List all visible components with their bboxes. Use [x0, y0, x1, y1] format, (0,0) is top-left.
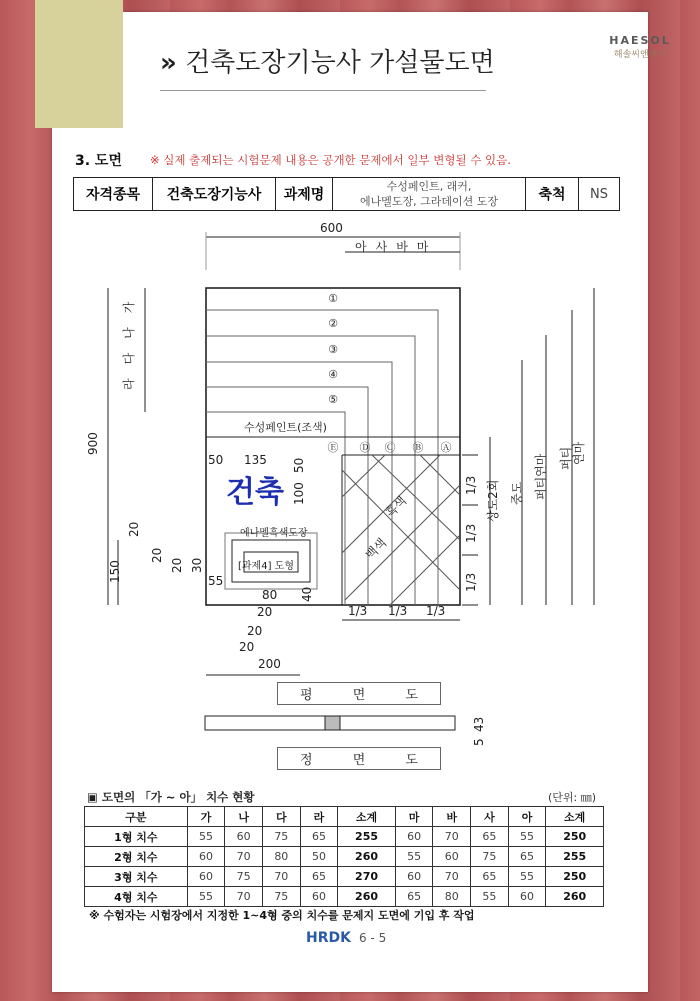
cell: 250	[546, 827, 604, 847]
th-ba: 바	[433, 807, 471, 827]
cell: 65	[508, 847, 546, 867]
cell: 60	[508, 887, 546, 907]
scale-label: 축척	[526, 178, 579, 211]
dim-150: 150	[108, 560, 122, 583]
cell: 260	[546, 887, 604, 907]
logo-main: HAESOL	[609, 34, 671, 47]
dim-third-6: 1/3	[464, 572, 478, 592]
th-subtotal2: 소계	[546, 807, 604, 827]
label-putty-sand: 퍼티연마	[534, 453, 548, 500]
cell: 1형 치수	[85, 827, 188, 847]
label-building: 건축	[226, 475, 284, 510]
logo-sub: 해솔씨앤아이	[613, 50, 667, 60]
dim-a: 아	[355, 240, 376, 254]
cell: 55	[187, 827, 225, 847]
cell: 55	[508, 827, 546, 847]
cell: 75	[225, 867, 263, 887]
svg-text:①: ①	[328, 292, 338, 305]
table-row	[85, 827, 604, 847]
section-notice: ※ 실제 출제되는 시험문제 내용은 공개한 문제에서 일부 변형될 수 있음.	[150, 153, 511, 167]
table-row	[85, 847, 604, 867]
label-black: 흑색	[382, 493, 410, 521]
th-sa: 사	[471, 807, 509, 827]
scale-value: NS	[579, 178, 620, 211]
cell: 75	[263, 827, 301, 847]
dim-20a: 20	[127, 521, 141, 537]
dim-ga: 가	[122, 287, 136, 314]
page-footer	[306, 930, 386, 946]
cell: 60	[225, 827, 263, 847]
svg-text:③: ③	[328, 343, 338, 356]
cell: 60	[395, 827, 433, 847]
label-top2: 상도2회	[486, 479, 500, 522]
plan-caption: 평 면 도	[277, 682, 441, 705]
brand-mark: HRDK	[306, 930, 351, 946]
svg-text:Ⓐ: Ⓐ	[440, 441, 452, 454]
th-group: 구분	[85, 807, 188, 827]
cell: 250	[546, 867, 604, 887]
cell: 260	[338, 887, 396, 907]
dim-135: 135	[244, 453, 267, 467]
dim-letters-left	[120, 288, 137, 390]
cell: 260	[338, 847, 396, 867]
cell: 55	[187, 887, 225, 907]
table-header-row	[85, 807, 604, 827]
dim-ma: 마	[416, 240, 438, 254]
cell: 70	[433, 827, 471, 847]
cell: 70	[433, 867, 471, 887]
cell: 60	[300, 887, 338, 907]
dim-55: 55	[208, 574, 224, 588]
th-da: 다	[263, 807, 301, 827]
front-dim-5: 5	[472, 738, 486, 746]
svg-text:④: ④	[328, 368, 338, 381]
th-subtotal1: 소계	[338, 807, 396, 827]
cell: 65	[471, 867, 509, 887]
svg-text:⑤: ⑤	[328, 393, 338, 406]
label-task4: [과제4] 도형	[238, 561, 294, 572]
front-dim-43: 43	[472, 716, 486, 732]
cell: 4형 치수	[85, 887, 188, 907]
svg-text:Ⓑ: Ⓑ	[412, 441, 424, 454]
table-row	[85, 887, 604, 907]
page-title: » 건축도장기능사 가설물도면	[160, 48, 495, 78]
task-line1: 수성페인트, 래커,	[386, 180, 472, 193]
label-mid: 중도	[510, 481, 524, 505]
table-row	[85, 867, 604, 887]
cell: 70	[225, 847, 263, 867]
dim-sa: 사	[375, 240, 397, 254]
dimension-table	[84, 806, 604, 907]
th-ma: 마	[395, 807, 433, 827]
cell: 80	[263, 847, 301, 867]
dim-50a: 50	[208, 453, 224, 467]
dim-20b: 20	[150, 547, 164, 563]
cell: 55	[395, 847, 433, 867]
dim-100: 100	[292, 482, 306, 505]
svg-text:②: ②	[328, 317, 338, 330]
dim-600: 600	[320, 221, 343, 235]
cell: 50	[300, 847, 338, 867]
table-unit: (단위: ㎜)	[548, 791, 597, 804]
cell: 55	[508, 867, 546, 887]
label-sand: 연마	[572, 441, 586, 465]
cell: 70	[225, 887, 263, 907]
th-ra: 라	[300, 807, 338, 827]
cell: 60	[187, 847, 225, 867]
th-a: 아	[508, 807, 546, 827]
dim-30: 30	[190, 557, 204, 573]
task-label: 과제명	[276, 178, 333, 211]
dim-third-5: 1/3	[464, 523, 478, 543]
cell: 55	[471, 887, 509, 907]
dim-50b: 50	[292, 457, 306, 473]
dim-40: 40	[300, 586, 314, 602]
cell: 75	[471, 847, 509, 867]
cert-label: 자격종목	[74, 178, 153, 211]
cell: 65	[300, 867, 338, 887]
dim-na: 나	[122, 313, 136, 339]
table-title: ▣ 도면의 「가 ~ 아」 치수 현황	[87, 790, 255, 804]
cell: 255	[546, 847, 604, 867]
dim-20f: 20	[239, 640, 255, 654]
label-putty: 퍼티	[559, 446, 573, 470]
cert-value: 건축도장기능사	[153, 178, 276, 211]
cell: 255	[338, 827, 396, 847]
label-white: 백색	[362, 535, 390, 563]
cell: 80	[433, 887, 471, 907]
section-heading: 3. 도면	[75, 153, 122, 169]
dim-20d: 20	[257, 605, 273, 619]
cell: 65	[395, 887, 433, 907]
cell: 60	[187, 867, 225, 887]
dim-ba: 바	[396, 240, 417, 254]
dim-third-3: 1/3	[426, 604, 446, 618]
dim-third-1: 1/3	[348, 604, 368, 618]
cell: 270	[338, 867, 396, 887]
dim-da: 다	[122, 338, 136, 365]
cell: 60	[395, 867, 433, 887]
dim-200: 200	[258, 657, 281, 671]
front-caption: 정 면 도	[277, 747, 441, 770]
dim-ra: 라	[122, 364, 136, 390]
dim-20e: 20	[247, 624, 263, 638]
cell: 65	[300, 827, 338, 847]
cell: 75	[263, 887, 301, 907]
svg-text:Ⓔ: Ⓔ	[327, 441, 339, 454]
svg-text:Ⓓ: Ⓓ	[359, 441, 371, 454]
cell: 70	[263, 867, 301, 887]
dim-third-2: 1/3	[388, 604, 408, 618]
cell: 60	[433, 847, 471, 867]
cell: 3형 치수	[85, 867, 188, 887]
dim-80: 80	[262, 588, 278, 602]
label-enamel: 에나멜흑색도장	[240, 528, 308, 539]
task-line2: 에나멜도장, 그라데이션 도장	[359, 195, 498, 208]
dim-900: 900	[86, 432, 100, 455]
label-water-paint: 수성페인트(조색)	[244, 421, 327, 434]
cell: 2형 치수	[85, 847, 188, 867]
dim-20c: 20	[170, 557, 184, 573]
svg-text:Ⓒ: Ⓒ	[384, 441, 396, 454]
cell: 65	[471, 827, 509, 847]
th-ga: 가	[187, 807, 225, 827]
dim-letters-top	[355, 238, 437, 255]
dim-third-4: 1/3	[464, 475, 478, 495]
th-na: 나	[225, 807, 263, 827]
footer-note: ※ 수험자는 시험장에서 지정한 1~4형 중의 치수를 문제지 도면에 기입 후 작업	[89, 909, 475, 922]
page-number: 6 - 5	[358, 931, 387, 945]
